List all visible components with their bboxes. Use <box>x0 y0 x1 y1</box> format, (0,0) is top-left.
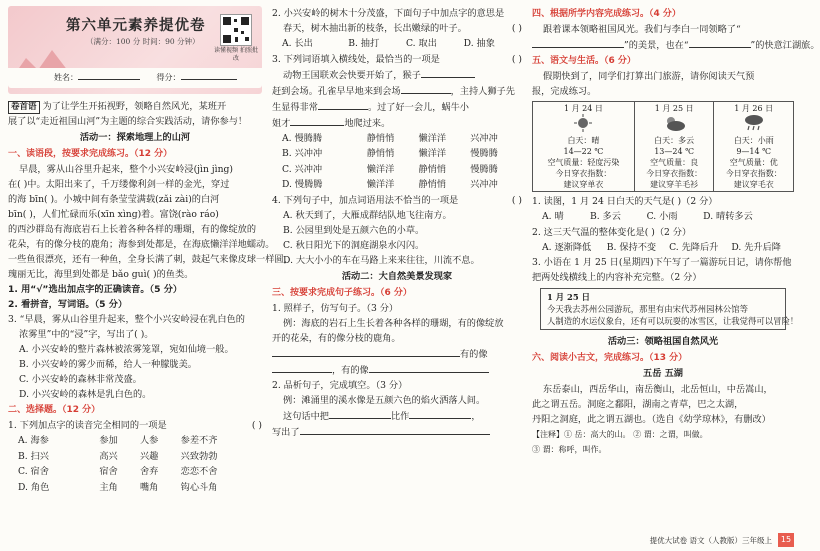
option-cell: 静悄悄 <box>418 179 447 190</box>
option-row[interactable] <box>8 449 262 465</box>
fill-sentence <box>272 83 522 99</box>
cloudy-icon <box>659 114 689 132</box>
option-item[interactable]: B. 小兴安岭的雾少而稀，给人一种朦胧美。 <box>19 359 197 370</box>
option-cell: A. 逐渐降低 <box>542 241 592 253</box>
option-cell: A. 海参 <box>18 435 49 446</box>
answer-parens[interactable]: ( ) <box>511 53 522 65</box>
option-cell: 懒洋洋 <box>366 163 395 175</box>
answer-line <box>272 424 522 440</box>
option-cell: 懒洋洋 <box>418 132 447 144</box>
page-title: 第六单元素养提优卷 <box>66 18 206 34</box>
passage-line: 的海 bīn( )。小城中间有条莹莹满载(zǎi zài)的白河 <box>8 194 220 205</box>
text: 动物王国联欢会快要开始了，猴子 <box>283 69 421 81</box>
qr-code-icon <box>221 15 251 45</box>
weather-table <box>532 101 794 192</box>
weather-tip: 建议穿毛衣 <box>733 180 774 189</box>
weather-air: 空气质量：优 <box>729 158 778 167</box>
option-cell: 兴冲冲 <box>470 179 498 190</box>
activity-3-title: 活动三：领略祖国自然风光 <box>607 336 719 347</box>
intro-tag: 卷首语 <box>8 101 40 114</box>
weather-cell <box>634 102 714 192</box>
section-6-heading: 六、阅读小古文，完成练习。（13 分） <box>532 353 688 363</box>
question-1-3-cont: 浓雾里”中的“浸”字，写出了( )。 <box>19 329 154 340</box>
blank-field[interactable] <box>421 67 475 78</box>
fill-sentence <box>272 67 522 83</box>
blank-field[interactable] <box>300 424 490 435</box>
question-text: 3. 下列词语填入横线处，最恰当的一项是 <box>272 53 440 65</box>
weather-date: 1 月 25 日 <box>654 104 694 113</box>
text: 。过了好一会儿，蜗牛小 <box>367 101 469 113</box>
page-number: 15 <box>778 533 794 547</box>
option-item[interactable]: A. 秋天到了，大雁成群结队地飞往南方。 <box>283 209 452 221</box>
diary-date: 1 月 25 日 <box>547 292 590 302</box>
section-3-heading: 三、按要求完成句子练习。（6 分） <box>272 287 412 298</box>
option-cell: B. 扫兴 <box>18 450 49 462</box>
weather-question-3: 3. 小语在 1 月 25 日(星期四)下午写了一篇游玩日记，请你帮他 <box>532 257 792 268</box>
question-2-2: 2. 小兴安岭的树木十分茂盛，下面句子中加点字的意思是 <box>272 8 505 19</box>
weather-tip: 建议穿单衣 <box>563 180 604 189</box>
option-cell: 主角 <box>99 481 118 493</box>
option-item[interactable]: A. 小兴安岭的整片森林被浓雾笼罩，宛如仙境一般。 <box>19 344 234 355</box>
diary-line: 今天我去苏州公园游玩，那里有由宋代苏州园林公馆等 <box>547 304 748 314</box>
option-row[interactable] <box>272 146 522 162</box>
blank-field[interactable] <box>272 346 460 357</box>
text: 这句话中把 <box>283 410 329 422</box>
poem-line: 此之谓五岳。洞庭之鄱阳，湖南之青草，巴之太湖， <box>532 399 744 410</box>
example-line: 开的花朵，有的像分枝的鹿角。 <box>272 332 401 344</box>
option-cell: 兴趣 <box>139 450 159 462</box>
poem-notes: ③ 谓：称呼，叫作。 <box>532 445 607 454</box>
poem-notes: 【注释】① 岳：高大的山。 ② 谓：之谓，叫做。 <box>532 430 708 439</box>
options-table <box>272 36 522 52</box>
option-cell: 兴冲冲 <box>470 132 498 144</box>
fill-line <box>532 37 820 53</box>
answer-line <box>272 346 522 362</box>
poem-line: 东岳泰山，西岳华山，南岳衡山，北岳恒山，中岳嵩山， <box>543 384 773 395</box>
weather-question-3-cont: 把两处线横线上的内容补充完整。（2 分） <box>532 272 702 283</box>
fill-sentence <box>272 115 522 131</box>
question-text: 4. 下列句子中，加点词语用法不恰当的一项是 <box>272 194 459 206</box>
option-cell: C. 宿舍 <box>18 466 49 477</box>
option-cell: C. 取出 <box>405 38 437 49</box>
options-table <box>8 433 262 495</box>
sentence-task-2: 2. 品析句子，完成填空。（3 分） <box>272 379 408 391</box>
passage-line: 一些鱼很漂亮，还有一种鱼，全身长满了刺，鼓起气来像皮球一样圆， <box>8 254 293 265</box>
option-row[interactable] <box>272 177 522 193</box>
fill-sentence <box>272 99 522 115</box>
section-1-heading: 一、读语段，按要求完成练习。（12 分） <box>8 149 173 159</box>
passage-line: bīn( )，人们忙碌而乐(xīn xìng)着。富饶(rào ráo) <box>8 209 219 220</box>
answer-parens[interactable]: ( ) <box>251 420 262 431</box>
weather-air: 空气质量：轻度污染 <box>547 158 620 167</box>
answer-line <box>272 408 522 424</box>
option-cell: C. 兴冲冲 <box>282 163 323 175</box>
weather-day: 白天：小雨 <box>733 136 774 145</box>
weather-temp: 14—22 ℃ <box>563 147 604 156</box>
option-cell: 兴致勃勃 <box>180 450 218 462</box>
option-cell: A. 慢腾腾 <box>282 132 323 144</box>
poem-line: 丹阳之洞庭，此之谓五湖也。（选自《幼学琼林》，有删改） <box>532 414 771 425</box>
passage-line: 在( )中。太阳出来了，千万缕像利剑一样的金光，穿过 <box>8 179 230 190</box>
example-line: 例：滩涌里的溪水像是五颜六色的焰火洒落人间。 <box>283 394 486 406</box>
name-score-bar <box>8 68 262 88</box>
answer-parens[interactable]: ( ) <box>511 23 522 34</box>
section-5-text: 假期快到了，同学们打算出门旅游，请你阅读天气预 <box>543 71 755 82</box>
weather-question-2: 2. 这三天气温的整体变化是( )（2 分） <box>532 226 692 238</box>
option-row[interactable] <box>272 36 522 52</box>
footer-brand: 提优大试卷 语文（人教版）三年级上 <box>649 536 772 545</box>
option-item[interactable]: C. 秋日阳光下的洞庭湖泉水闪闪。 <box>283 239 425 251</box>
page-subtitle: （满分：100 分 时间：90 分钟） <box>86 37 200 46</box>
option-cell: 参差不齐 <box>180 435 218 446</box>
passage <box>8 162 293 282</box>
options-table <box>272 131 522 193</box>
activity-1-title: 活动一：探索地理上的山河 <box>79 132 191 143</box>
weather-day: 白天：晴 <box>567 136 600 145</box>
text: 有的像 <box>460 348 488 360</box>
intro-line: 展了以“走近祖国山河”为主题的综合实践活动，请你参与！ <box>8 116 248 127</box>
qr-caption: 读懂视频 拍照批改 <box>214 47 258 62</box>
question-text: 1. 下列加点字的读音完全相同的一项是 <box>8 420 167 431</box>
text: 赶到会场。孔雀早早地来到会场 <box>272 85 401 97</box>
activity-2-title: 活动二：大自然美景发现家 <box>341 270 453 282</box>
text: 生显得非常 <box>272 101 318 113</box>
name-label: 姓名： <box>54 73 78 82</box>
blank-field[interactable] <box>290 115 344 126</box>
qr-code[interactable] <box>220 14 252 46</box>
right-column <box>532 6 820 547</box>
diary-box <box>540 288 799 330</box>
middle-column <box>272 6 522 547</box>
weather-cell <box>533 102 635 192</box>
option-cell: B. 保持不变 <box>606 241 657 253</box>
option-cell: D. 慢腾腾 <box>282 179 323 190</box>
passage-line: 花朵，有的像分枝的鹿角；海参到处都是，在海底懒洋洋地蠕动。 <box>8 239 275 250</box>
option-cell: D. 先升后降 <box>731 241 781 253</box>
fill-line <box>532 22 794 37</box>
option-cell: C. 先降后升 <box>669 241 719 253</box>
blank-field[interactable] <box>689 37 751 48</box>
name-field[interactable] <box>78 69 140 80</box>
weather-temp: 13—24 ℃ <box>654 147 695 156</box>
option-row[interactable] <box>272 162 522 178</box>
sentence-task-1: 1. 照样子，仿写句子。（3 分） <box>272 302 399 314</box>
option-row[interactable] <box>532 209 794 225</box>
text: 跟着课本领略祖国风光。我们与李白一同领略了“ <box>543 24 741 35</box>
option-row[interactable] <box>8 464 262 480</box>
option-cell: C. 小雨 <box>646 211 678 222</box>
weather-question-1: 1. 读图，1 月 24 日白天的天气是( )（2 分） <box>532 196 718 207</box>
text: ”的美景，也在“ <box>624 40 689 51</box>
option-cell: A. 长出 <box>282 38 313 49</box>
question-1-1: 1. 用“√”选出加点字的正确读音。（5 分） <box>8 284 183 295</box>
passage-line: 的西沙群岛有海底岩石上长着各种各样的珊瑚，有的像绽放的 <box>8 224 257 235</box>
option-cell: D. 角色 <box>18 481 50 493</box>
blank-field[interactable] <box>329 408 391 419</box>
option-cell: B. 抽打 <box>348 38 380 49</box>
passage-line: 早晨，雾从山谷里升起来，整个小兴安岭浸(jìn jìng) <box>19 164 233 175</box>
option-cell: A. 晴 <box>542 211 564 222</box>
option-cell: 慢腾腾 <box>470 163 498 175</box>
option-row[interactable] <box>272 131 522 147</box>
diary-line: 人制造的水运仪象台，还有可以玩耍的冰雪区，让我觉得可以冒险！ <box>547 316 799 326</box>
section-4-heading: 四、根据所学内容完成练习。（4 分） <box>532 9 681 19</box>
options-table <box>532 240 794 256</box>
question-2-2-example: 春天，树木抽出新的枝条，长出嫩绿的叶子。 <box>283 23 467 34</box>
option-cell: B. 兴冲冲 <box>282 148 323 159</box>
option-cell: D. 晴转多云 <box>703 211 753 222</box>
blank-field[interactable] <box>272 362 332 373</box>
blank-field[interactable] <box>409 408 471 419</box>
answer-line <box>272 362 522 378</box>
example-line: 例：海底的岩石上生长着各种各样的珊瑚，有的像绽放 <box>283 317 504 329</box>
weather-wear: 今日穿衣指数： <box>725 169 782 178</box>
question-1-2: 2. 看拼音，写词语。（5 分） <box>8 299 128 310</box>
weather-wear: 今日穿衣指数： <box>646 169 703 178</box>
option-cell: 参加 <box>99 435 118 446</box>
sun-icon <box>568 114 598 132</box>
text: ， <box>471 410 481 422</box>
section-5-text: 报，完成练习。 <box>532 86 597 97</box>
blank-field[interactable] <box>532 37 624 48</box>
option-row[interactable] <box>8 433 262 449</box>
rain-icon <box>739 114 769 132</box>
option-row[interactable] <box>532 240 794 256</box>
weather-temp: 9—14 ℃ <box>736 147 772 156</box>
option-cell: 嘴角 <box>139 481 159 493</box>
section-5-heading: 五、语文与生活。（6 分） <box>532 56 636 66</box>
weather-cell <box>714 102 794 192</box>
option-cell: 恋恋不舍 <box>180 466 218 477</box>
text: ，主持人狮子先 <box>450 85 515 97</box>
option-cell: D. 抽象 <box>463 38 495 49</box>
option-item[interactable]: D. 大大小小的车在马路上来来往往，川流不息。 <box>283 254 480 266</box>
weather-day: 白天：多云 <box>654 136 695 145</box>
option-cell: B. 多云 <box>589 211 621 222</box>
option-item[interactable]: D. 小兴安岭的森林是乳白色的。 <box>19 389 152 400</box>
text: 姐才 <box>272 117 291 129</box>
option-row[interactable] <box>8 480 262 496</box>
header-banner <box>8 6 262 94</box>
weather-tip: 建议穿羊毛衫 <box>650 180 699 189</box>
text: ，有的像 <box>332 364 369 376</box>
weather-date: 1 月 26 日 <box>734 104 774 113</box>
poem-title: 五岳 五湖 <box>643 368 683 379</box>
question-2-3 <box>272 52 522 67</box>
option-cell: 静悄悄 <box>418 163 447 175</box>
option-cell: 慢腾腾 <box>470 148 498 159</box>
intro-line: 为了让学生开拓视野，领略自然风光，某班开 <box>42 101 227 112</box>
score-label: 得分： <box>156 73 181 82</box>
option-cell: 钩心斗角 <box>180 481 218 493</box>
weather-wear: 今日穿衣指数： <box>555 169 612 178</box>
option-cell: 宿舍 <box>99 466 118 477</box>
question-1-3: 3. “早晨，雾从山谷里升起来，整个小兴安岭浸在乳白色的 <box>8 314 245 325</box>
weather-air: 空气质量：良 <box>650 158 699 167</box>
section-2-heading: 二、选择题。（12 分） <box>8 405 101 415</box>
passage-line: 瑰丽无比，海里到处都是 bǎo guì( )的鱼类。 <box>8 269 194 280</box>
option-item[interactable]: C. 小兴安岭的森林非常茂盛。 <box>19 374 142 385</box>
option-cell: 懒洋洋 <box>366 179 395 190</box>
text: 写出了 <box>272 426 300 438</box>
text: 比作 <box>390 410 410 422</box>
option-item[interactable]: B. 公园里到处是五颜六色的小草。 <box>283 224 425 236</box>
option-cell: 高兴 <box>99 450 118 462</box>
answer-parens[interactable]: ( ) <box>511 194 522 206</box>
options-table <box>532 209 794 225</box>
weather-date: 1 月 24 日 <box>563 104 603 113</box>
option-cell: 人参 <box>139 435 159 446</box>
intro <box>8 99 262 129</box>
text: ”的快意江湖旅。 <box>750 40 820 51</box>
text: 地爬过来。 <box>344 117 391 129</box>
option-cell: 舍弃 <box>139 466 159 477</box>
blank-field[interactable] <box>401 83 451 94</box>
score-field[interactable] <box>181 69 237 80</box>
weather-row <box>533 102 794 192</box>
option-cell: 静悄悄 <box>366 148 395 159</box>
question-2-1 <box>8 418 262 433</box>
option-cell: 懒洋洋 <box>418 148 447 159</box>
blank-field[interactable] <box>318 99 368 110</box>
option-cell: 静悄悄 <box>366 132 395 144</box>
question-2-4 <box>272 193 522 208</box>
blank-field[interactable] <box>369 362 489 373</box>
